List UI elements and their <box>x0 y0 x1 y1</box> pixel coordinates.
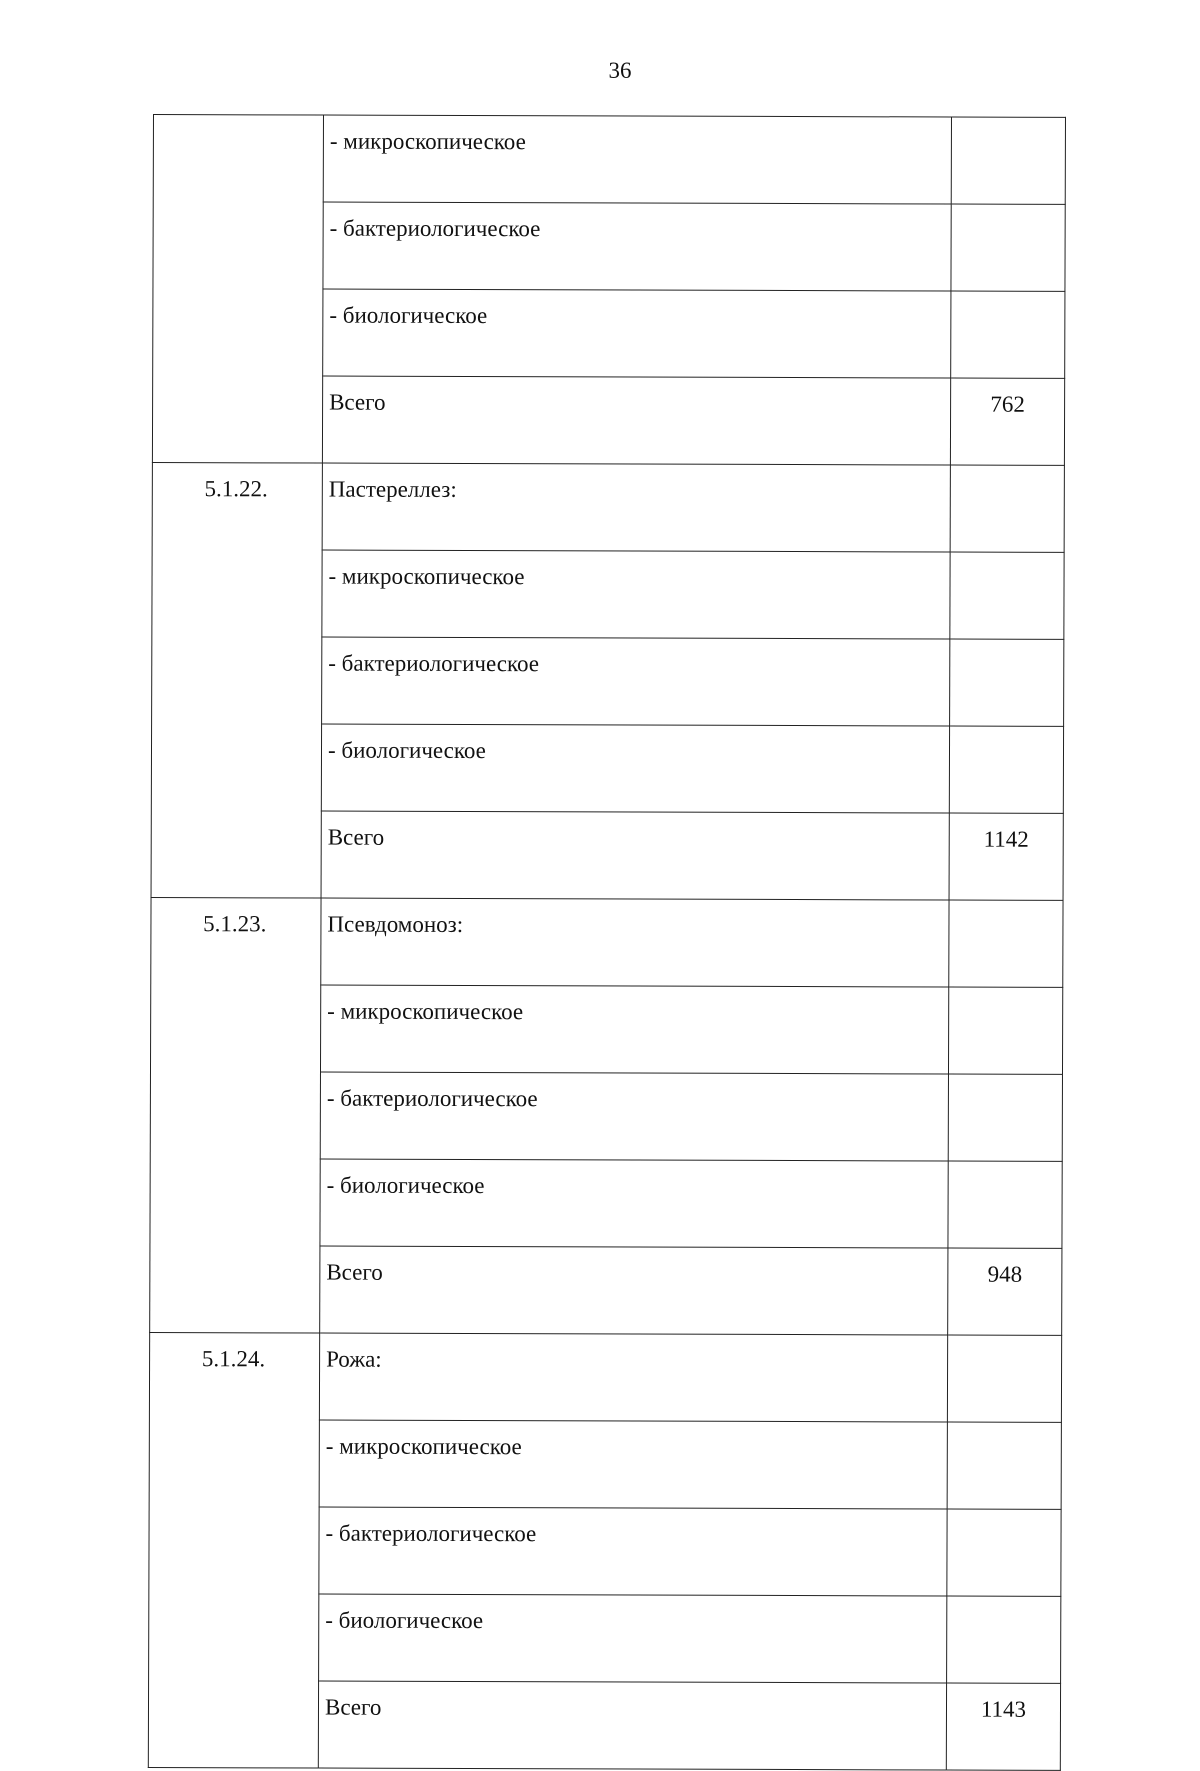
page-number: 36 <box>608 58 632 83</box>
row-name-cell: Пастереллез: <box>322 463 950 552</box>
row-name-cell: - микроскопическое <box>319 1420 947 1509</box>
row-name-cell: - микроскопическое <box>320 985 948 1074</box>
row-value-cell <box>947 1596 1061 1683</box>
row-name-cell: Всего <box>321 811 949 900</box>
row-name-cell: - бактериологическое <box>319 1507 947 1596</box>
row-value-cell: 762 <box>950 378 1064 465</box>
section-number-cell: 5.1.23. <box>150 897 321 1333</box>
row-name-cell: Всего <box>320 1246 948 1335</box>
row-name-cell: Псевдомоноз: <box>321 898 949 987</box>
row-name-cell: - биологическое <box>319 1594 947 1683</box>
table-row <box>153 115 1065 205</box>
row-name-cell: - бактериологическое <box>323 202 951 291</box>
row-value-cell <box>949 726 1063 813</box>
row-value-cell <box>947 1335 1061 1422</box>
row-value-cell <box>950 552 1064 639</box>
row-name-cell: - биологическое <box>321 724 949 813</box>
row-name-cell: - биологическое <box>320 1159 948 1248</box>
analysis-table-container <box>148 114 1065 1771</box>
row-name-cell: Всего <box>318 1681 946 1770</box>
section-number-cell: 5.1.22. <box>151 462 322 898</box>
row-name-cell: - бактериологическое <box>322 637 950 726</box>
row-value-cell <box>948 1161 1062 1248</box>
table-body <box>148 115 1065 1771</box>
table-row <box>152 462 1064 552</box>
row-value-cell <box>947 1509 1061 1596</box>
row-value-cell: 1142 <box>949 813 1063 900</box>
analysis-table <box>148 114 1066 1771</box>
row-value-cell <box>948 1074 1062 1161</box>
row-value-cell <box>947 1422 1061 1509</box>
row-value-cell <box>950 639 1064 726</box>
row-name-cell: - бактериологическое <box>320 1072 948 1161</box>
section-number-cell <box>152 115 323 464</box>
row-value-cell <box>949 900 1063 987</box>
row-value-cell <box>951 291 1065 378</box>
row-value-cell <box>948 987 1062 1074</box>
row-value-cell <box>951 117 1065 204</box>
row-name-cell: - биологическое <box>323 289 951 378</box>
table-row <box>151 897 1063 987</box>
section-number-cell: 5.1.24. <box>148 1332 319 1768</box>
row-value-cell <box>950 465 1064 552</box>
row-value-cell: 1143 <box>946 1683 1060 1770</box>
table-row <box>149 1332 1061 1422</box>
row-value-cell: 948 <box>948 1248 1062 1335</box>
row-name-cell: - микроскопическое <box>323 115 951 204</box>
row-name-cell: - микроскопическое <box>322 550 950 639</box>
row-value-cell <box>951 204 1065 291</box>
row-name-cell: Всего <box>322 376 950 465</box>
row-name-cell: Рожа: <box>319 1333 947 1422</box>
